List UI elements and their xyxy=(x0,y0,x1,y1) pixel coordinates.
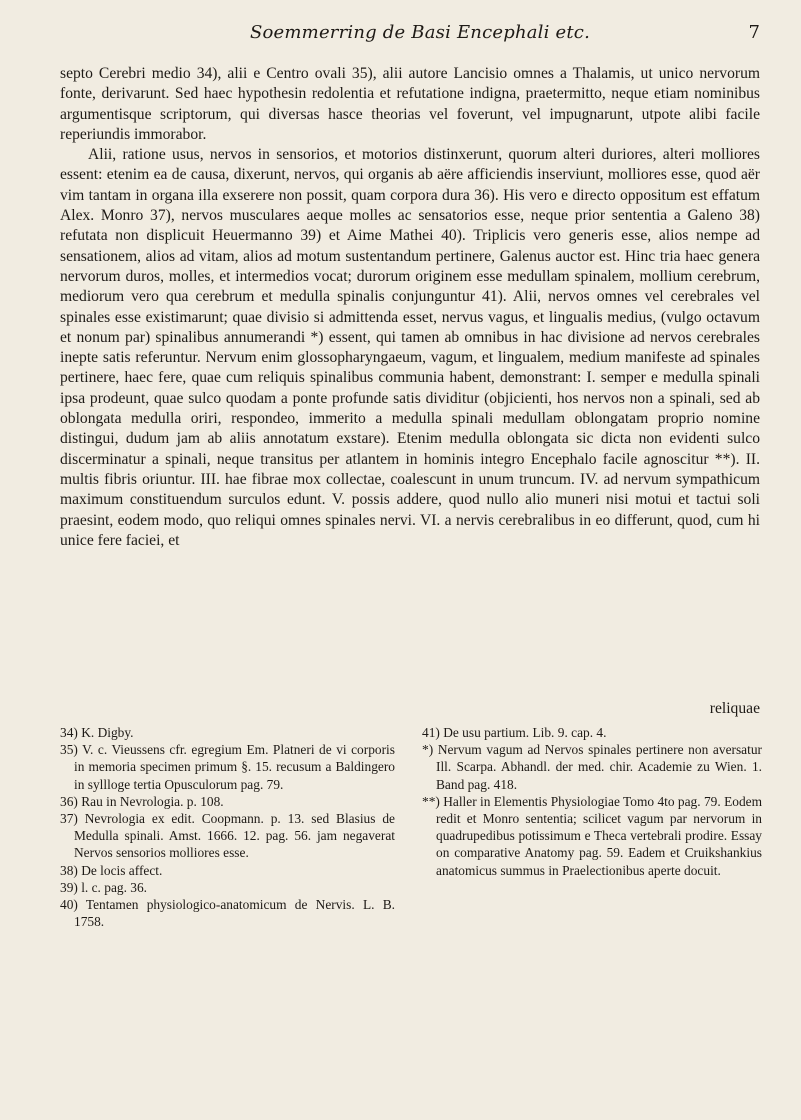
paragraph-2: Alii, ratione usus, nervos in sensorios, et motorios distinxerunt, quorum alteri duriores, alteri molliores essent: etenim ea de causa, dixerunt, nervos, qui organis ab aëre afficiendis inserviunt, molliores esse, quod aër vim tantam in organa illa exserere non possit, quam corpora dura 36). His vero e directo oppositum est effatum Alex. Monro 37), nervos musculares aeque molles ac sensatorios esse, neque prior sententia a Galeno 38) refutata non displicuit Heuermanno 39) et Aime Mathei 40). Triplicis vero generis esse, alios nempe ad sensationem, alios ad vitam, alios ad motum sustentandum pertinere, Galenus auctor est. Hinc tria haec genera nervorum duros, molles, et intermedios vocat; durorum originem esse medullam spinalem, mollium cerebrum, mediorum vero qua cerebrum et medulla spinalis conjunguntur 41). Alii, nervos omnes vel cerebrales vel spinales esse existimarunt; quae divisio si admittenda esset, nervus vagus, et lingualis medius, (vulgo octavum et nonum par) spinalibus annumerandi *) essent, qui tamen ab omnibus in hac divisione ad nervos cerebrales inepte satis referuntur. Nervum enim glossopharyngaeum, vagum, et lingualem, medium manifeste ad spinales pertinere, haec fere, quae cum reliquis spinalibus communia habent, demonstrant: I. semper e medulla spinali ipsa prodeunt, quae sulco quodam a ponte profunde satis dividitur (objicienti, hos nervos non a spinali, sed ab oblongata medulla oriri, respondeo, immerito a medulla spinali medullam oblongatam proprio nomine distingui, dudum jam ab aliis annotatum exstare). Etenim medulla oblongata sic dicta non evidenti sulco discerminatur a spinali, neque transitus per atlantem in hominis integro Encephalo facile agnoscitur **). II. multis fibris oriuntur. III. hae fibrae mox collectae, coalescunt in unum truncum. IV. ad nervum sympathicum maximum constituendum surculos edunt. V. possis addere, quod nullo alio muneri nisi motui et tactui soli praesint, eodem modo, quo reliqui omnes spinales nervi. VI. a nervis cerebralibus in eo differunt, quod, cum hi unice fere faciei, et xyxy=(60,146,760,549)
footnote-37: 37) Nevrologia ex edit. Coopmann. p. 13. sed Blasius de Medulla spinali. Amst. 1666. 12. pag. 56. jam negaverat Nervos sensorios molliores esse. xyxy=(60,811,395,861)
footnote-34: 34) K. Digby. xyxy=(60,725,134,740)
running-head xyxy=(60,22,760,48)
main-text xyxy=(60,64,760,551)
footnote-35: 35) V. c. Vieussens cfr. egregium Em. Platneri de vi corporis in memoria specimen primum §. 15. recusum a Baldingero in syllloge tertia Opusculorum pag. 79. xyxy=(60,742,395,792)
footnote-38: 38) De locis affect. xyxy=(60,862,163,878)
footnotes-right-column xyxy=(422,724,762,879)
page-number: 7 xyxy=(748,22,760,43)
footnote-double-asterisk: **) Haller in Elementis Physiologiae Tomo 4to pag. 79. Eodem redit et Monro sententia; scilicet vagum par nervorum in quadrupedibus potissimum e Theca vertebrali prodire. Essay on comparative Anatomy pag. 59. Eadem et Cruikshankius anatomicus summus in Praelectionibus aperte docuit. xyxy=(422,793,762,878)
footnotes-left-column xyxy=(60,724,395,930)
catchword: reliquae xyxy=(709,700,760,717)
paragraph-1: septo Cerebri medio 34), alii e Centro ovali 35), alii autore Lancisio omnes a Thalamis, ut unico nervorum fonte, derivarunt. Sed haec hypothesin redolentia et refutatione indigna, praetermitto, neque etiam nominibus argumentisque scriptorum, qui diversas hasce theorias vel foverunt, vel impugnarunt, utpote alibi facile reperiundis immorabor. xyxy=(60,65,760,143)
footnote-41: 41) De usu partium. Lib. 9. cap. 4. xyxy=(422,725,607,740)
footnote-36: 36) Rau in Nevrologia. p. 108. xyxy=(60,793,224,809)
running-title: Soemmerring de Basi Encephali etc. xyxy=(249,22,591,43)
footnote-39: 39) l. c. pag. 36. xyxy=(60,879,148,895)
footnote-asterisk: *) Nervum vagum ad Nervos spinales pertinere non aversatur Ill. Scarpa. Abhandl. der med. chir. Academie zu Wien. 1. Band pag. 418. xyxy=(422,742,762,792)
footnote-40: 40) Tentamen physiologico-anatomicum de Nervis. L. B. 1758. xyxy=(60,897,395,930)
